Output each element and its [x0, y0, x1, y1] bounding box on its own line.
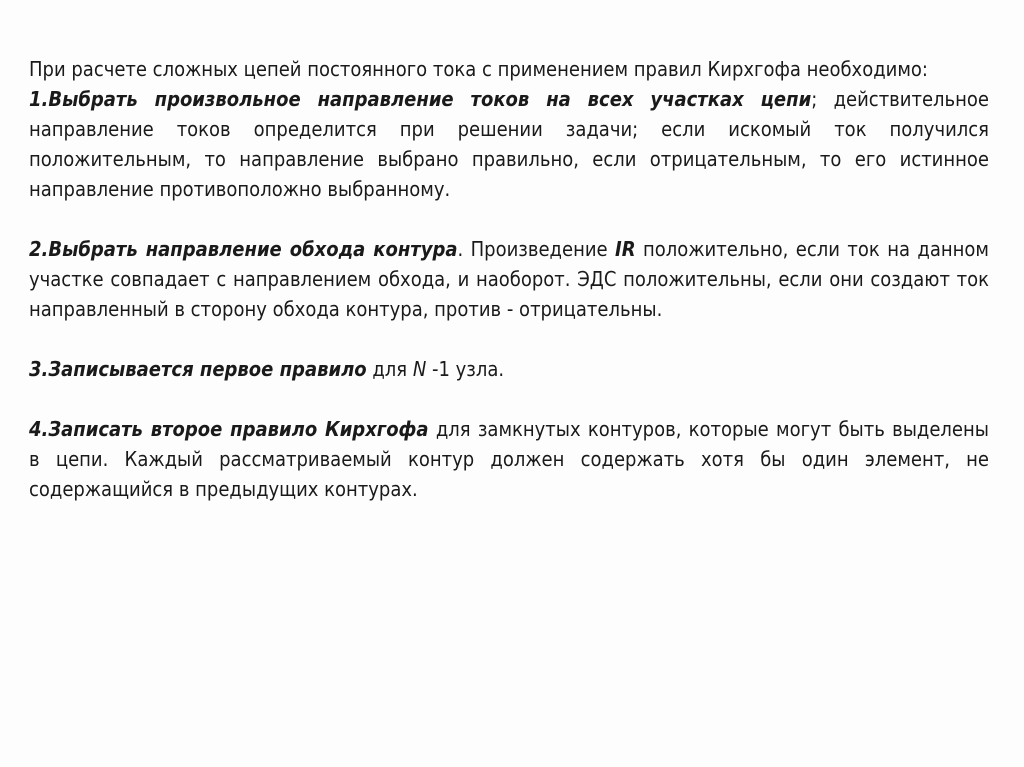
step-2-paragraph	[29, 234, 989, 324]
step-1-text: ; действительное направление токов определится при решении задачи; если искомый ток получился положительным, то направление выбрано правильно, если отрицательным, то его истинное направление противоположно выбранному.	[29, 87, 989, 201]
n-symbol: N	[412, 357, 427, 381]
step-3-text-a: для	[366, 357, 413, 381]
step-4-text: для замкнутых контуров, которые могут быть выделены в цепи. Каждый рассматриваемый контур должен содержать хотя бы один элемент, не содержащийся в предыдущих контурах.	[29, 417, 989, 501]
step-2-heading: 2.Выбрать направление обхода контура	[29, 237, 458, 261]
step-2-text-b: положительно, если ток на данном участке совпадает с направлением обхода, и наоборот. ЭДС положительны, если они создают ток направленный в сторону обхода контура, против - отрицательны.	[29, 237, 990, 321]
slide-body	[29, 54, 989, 504]
paragraph-spacer	[29, 204, 989, 234]
ir-symbol: IR	[615, 237, 636, 261]
step-1-paragraph	[29, 84, 989, 204]
step-3-heading: 3.Записывается первое правило	[29, 357, 367, 381]
step-3-paragraph	[29, 354, 989, 384]
intro-paragraph	[29, 54, 989, 84]
step-2-text-a: . Произведение	[457, 237, 616, 261]
step-3-text-b: -1 узла.	[426, 357, 505, 381]
paragraph-spacer	[29, 384, 989, 414]
step-4-heading: 4.Записать второе правило Кирхгофа	[29, 417, 429, 441]
step-4-paragraph	[29, 414, 989, 504]
step-1-heading: 1.Выбрать произвольное направление токов на всех участках цепи	[29, 87, 812, 111]
intro-text: При расчете сложных цепей постоянного тока с применением правил Кирхгофа необходимо:	[29, 57, 928, 81]
paragraph-spacer	[29, 324, 989, 354]
